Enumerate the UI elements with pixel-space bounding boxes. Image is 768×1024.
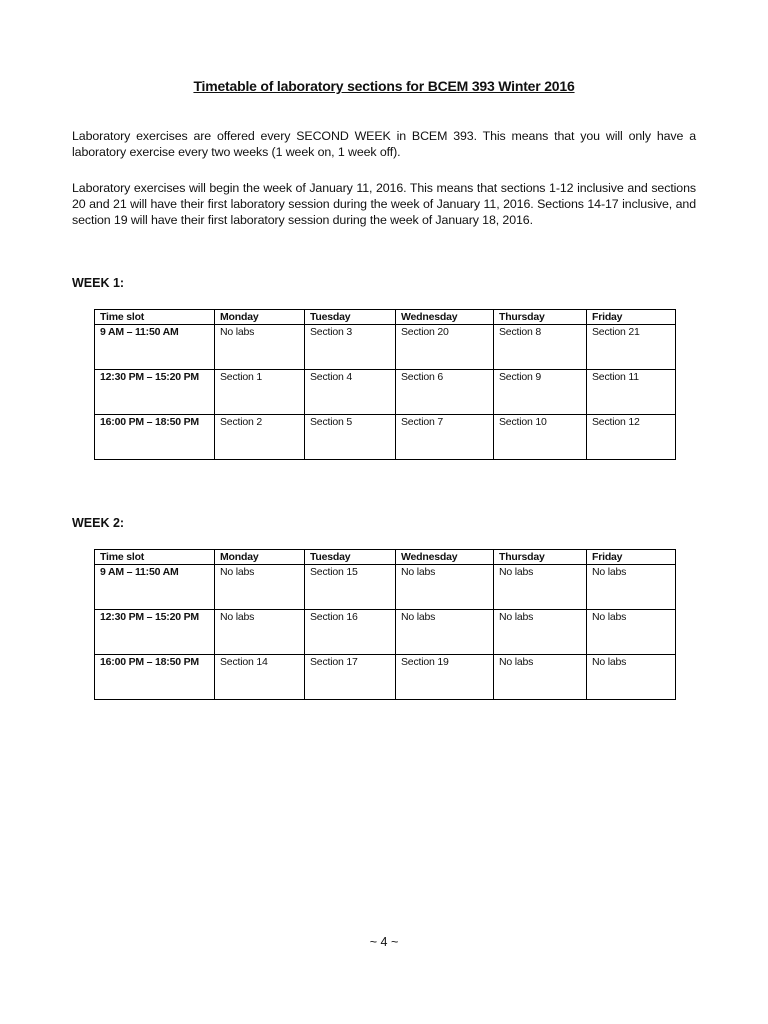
table-cell: No labs — [215, 565, 305, 610]
table-cell: Section 7 — [396, 415, 494, 460]
table-cell: Section 16 — [305, 610, 396, 655]
time-slot-cell: 9 AM – 11:50 AM — [95, 565, 215, 610]
table-cell: Section 14 — [215, 655, 305, 700]
column-header-monday: Monday — [215, 550, 305, 565]
table-cell: Section 3 — [305, 325, 396, 370]
table-cell: Section 1 — [215, 370, 305, 415]
table-row — [95, 325, 676, 370]
table-header-row — [95, 310, 676, 325]
table-cell: No labs — [494, 655, 587, 700]
table-cell: No labs — [587, 610, 676, 655]
table-row — [95, 655, 676, 700]
table-cell: Section 9 — [494, 370, 587, 415]
time-slot-cell: 9 AM – 11:50 AM — [95, 325, 215, 370]
table-cell: No labs — [494, 565, 587, 610]
column-header-friday: Friday — [587, 550, 676, 565]
table-cell: No labs — [494, 610, 587, 655]
table-cell: Section 8 — [494, 325, 587, 370]
column-header-wednesday: Wednesday — [396, 310, 494, 325]
intro-paragraph: Laboratory exercises are offered every SECOND WEEK in BCEM 393. This means that you will only have a laboratory exercise every two weeks (1 week on, 1 week off). — [72, 129, 696, 160]
column-header-tuesday: Tuesday — [305, 550, 396, 565]
table-cell: Section 17 — [305, 655, 396, 700]
table-cell: No labs — [396, 565, 494, 610]
table-cell: No labs — [396, 610, 494, 655]
column-header-time-slot: Time slot — [95, 550, 215, 565]
time-slot-cell: 16:00 PM – 18:50 PM — [95, 415, 215, 460]
table-cell: Section 6 — [396, 370, 494, 415]
table-cell: No labs — [215, 325, 305, 370]
week-1-timetable — [94, 309, 676, 460]
page-number: ~ 4 ~ — [369, 935, 399, 949]
table-cell: Section 10 — [494, 415, 587, 460]
week-2-heading: WEEK 2: — [72, 516, 125, 530]
time-slot-cell: 12:30 PM – 15:20 PM — [95, 370, 215, 415]
table-cell: Section 21 — [587, 325, 676, 370]
column-header-friday: Friday — [587, 310, 676, 325]
table-cell: No labs — [587, 565, 676, 610]
table-row — [95, 370, 676, 415]
table-cell: Section 20 — [396, 325, 494, 370]
column-header-wednesday: Wednesday — [396, 550, 494, 565]
week-2-timetable — [94, 549, 676, 700]
schedule-paragraph: Laboratory exercises will begin the week of January 11, 2016. This means that sections 1-12 inclusive and sections 20 and 21 will have their first laboratory session during the week of January 11, 2016. Sections 14-17 inclusive, and section 19 will have their first laboratory session during the week of January 18, 2016. — [72, 181, 696, 228]
table-cell: Section 11 — [587, 370, 676, 415]
time-slot-cell: 12:30 PM – 15:20 PM — [95, 610, 215, 655]
column-header-time-slot: Time slot — [95, 310, 215, 325]
column-header-tuesday: Tuesday — [305, 310, 396, 325]
column-header-thursday: Thursday — [494, 310, 587, 325]
table-cell: No labs — [215, 610, 305, 655]
week-1-heading: WEEK 1: — [72, 276, 125, 290]
column-header-monday: Monday — [215, 310, 305, 325]
table-row — [95, 565, 676, 610]
column-header-thursday: Thursday — [494, 550, 587, 565]
document-title: Timetable of laboratory sections for BCEM 393 Winter 2016 — [193, 78, 575, 94]
time-slot-cell: 16:00 PM – 18:50 PM — [95, 655, 215, 700]
table-cell: Section 19 — [396, 655, 494, 700]
table-header-row — [95, 550, 676, 565]
table-cell: Section 15 — [305, 565, 396, 610]
table-cell: Section 5 — [305, 415, 396, 460]
table-row — [95, 610, 676, 655]
table-cell: Section 12 — [587, 415, 676, 460]
table-row — [95, 415, 676, 460]
table-cell: Section 2 — [215, 415, 305, 460]
table-cell: No labs — [587, 655, 676, 700]
table-cell: Section 4 — [305, 370, 396, 415]
